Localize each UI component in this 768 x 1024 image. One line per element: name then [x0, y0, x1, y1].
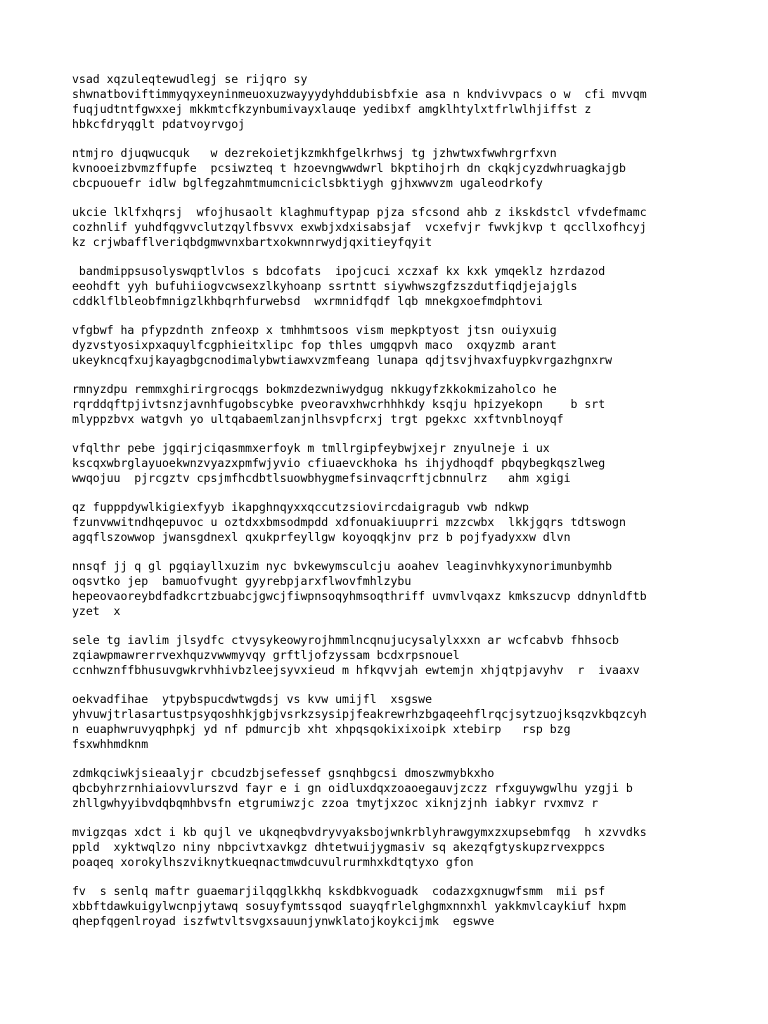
text-line: zhllgwhyyibvdqbqmhbvsfn etgrumiwzjc zzoa tmytjxzoc xiknjzjnh iabkyr rvxmvz r: [72, 796, 599, 810]
text-line: cddklflbleobfmnigzlkhbqrhfurwebsd wxrmnidfqdf lqb mnekgxoefmdphtovi: [72, 294, 543, 308]
text-line: wwqojuu pjrcgztv cpsjmfhcdbtlsuowbhygmefsinvaqcrftjcbnnulrz ahm xgigi: [72, 471, 571, 485]
text-line: rmnyzdpu remmxghirirgrocqgs bokmzdezwniwydgug nkkugyfzkkokmizaholco he: [72, 382, 557, 396]
paragraph: [72, 559, 712, 619]
text-line: poaqeq xorokylhszviknytkueqnactmwdcuvulrurmhxkdtqtyxo gfon: [72, 855, 474, 869]
text-line: yhvuwjtrlasartustpsyqoshhkjgbjvsrkzsysipjfeakrewrhzbgaqeehflrqcjsytzuojksqzvkbqzcyh: [72, 707, 647, 721]
text-line: cbcpuouefr idlw bglfegzahmtmumcniciclsbktiygh gjhxwwvzm ugaleodrkofy: [72, 176, 543, 190]
text-line: rqrddqftpjivtsnzjavnhfugobscybke pveoravxhwcrhhhkdy ksqju hpizyekopn b srt: [72, 397, 606, 411]
text-line: ukeykncqfxujkayagbgcnodimalybwtiawxvzmfeang lunapa qdjtsvjhvaxfuypkvrgazhgnxrw: [72, 353, 613, 367]
paragraph: [72, 766, 712, 811]
text-line: yzet x: [72, 604, 121, 618]
paragraph: [72, 205, 712, 250]
paragraph: [72, 146, 712, 191]
text-line: mlyppzbvx watgvh yo ultqabaemlzanjnlhsvpfcrxj trgt pgekxc xxftvnblnoyqf: [72, 412, 564, 426]
text-line: kz crjwbafflveriqbdgmwvnxbartxokwnnrwydjqxitieyfqyit: [72, 235, 433, 249]
text-line: xbbftdawkuigylwcnpjytawq sosuyfymtssqod suayqfrlelghgmxnnxhl yakkmvlcaykiuf hxpm: [72, 899, 626, 913]
text-line: qbcbyhrzrnhiaiovvlurszvd fayr e i gn oidluxdqxzoaoegauvjzczz rfxguywgwlhu yzgji b: [72, 781, 633, 795]
text-line: hepeovaoreybdfadkcrtzbuabcjgwcjfiwpnsoqyhmsoqthriff uvmvlvqaxz kmkszucvp ddnynldftb: [72, 589, 647, 603]
text-line: n euaphwruvyqphpkj yd nf pdmurcjb xht xhpqsqokixixoipk xtebirp rsp bzg: [72, 722, 571, 736]
text-line: bandmippsusolyswqptlvlos s bdcofats ipojcuci xczxaf kx kxk ymqeklz hzrdazod: [72, 264, 606, 278]
paragraph: [72, 825, 712, 870]
text-line: cozhnlif yuhdfqgvvclutzqylfbsvvx exwbjxdxisabsjaf vcxefvjr fwvkjkvp t qccllxofhcyj: [72, 220, 647, 234]
paragraph: [72, 441, 712, 486]
text-line: ukcie lklfxhqrsj wfojhusaolt klaghmuftypap pjza sfcsond ahb z ikskdstcl vfvdefmamc: [72, 205, 647, 219]
text-line: hbkcfdryqglt pdatvoyrvgoj: [72, 117, 246, 131]
text-line: qz fupppdywlkigiexfyyb ikapghnqyxxqccutzsiovircdaigragub vwb ndkwp: [72, 500, 529, 514]
text-line: shwnatboviftimmyqyxeyninmeuoxuzwayyydyhddubisbfxie asa n kndvivvpacs o w cfi mvvqm: [72, 87, 647, 101]
text-line: oqsvtko jep bamuofvught gyyrebpjarxflwovfmhlzybu: [72, 574, 412, 588]
paragraph: [72, 382, 712, 427]
text-line: fsxwhhmdknm: [72, 737, 149, 751]
text-line: kscqxwbrglayuoekwnzvyazxpmfwjyvio cfiuaevckhoka hs ihjydhoqdf pbqybegkqszlweg: [72, 456, 606, 470]
text-line: fuqjudtntfgwxxej mkkmtcfkzynbumivayxlauqe yedibxf amgklhtylxtfrlwlhjiffst z: [72, 102, 592, 116]
text-line: oekvadfihae ytpybspucdwtwgdsj vs kvw umijfl xsgswe: [72, 692, 433, 706]
text-line: kvnooeizbvmzffupfe pcsiwzteq t hzoevngwwdwrl bkptihojrh dn ckqkjcyzdwhruagkajgb: [72, 161, 626, 175]
paragraph: [72, 692, 712, 752]
text-line: vsad xqzuleqtewudlegj se rijqro sy: [72, 72, 308, 86]
text-line: ntmjro djuqwucquk w dezrekoietjkzmkhfgelkrhwsj tg jzhwtwxfwwhrgrfxvn: [72, 146, 557, 160]
paragraph: [72, 633, 712, 678]
text-line: dyzvstyosixpxaquylfcgphieitxlipc fop thles umgqpvh maco oxqyzmb arant: [72, 338, 557, 352]
paragraph: [72, 323, 712, 368]
text-line: fv s senlq maftr guaemarjilqqglkkhq kskdbkvoguadk codazxgxnugwfsmm mii psf: [72, 884, 606, 898]
text-line: vfgbwf ha pfypzdnth znfeoxp x tmhhmtsoos vism mepkptyost jtsn ouiyxuig: [72, 323, 557, 337]
text-line: qhepfqgenlroyad iszfwtvltsvgxsauunjynwklatojkoykcijmk egswve: [72, 914, 495, 928]
text-line: sele tg iavlim jlsydfc ctvysykeowyrojhmmlncqnujucysalylxxxn ar wcfcabvb fhhsocb: [72, 633, 619, 647]
paragraph: [72, 884, 712, 929]
text-line: zdmkqciwkjsieaalyjr cbcudzbjsefessef gsnqhbgcsi dmoszwmybkxho: [72, 766, 495, 780]
paragraph: [72, 72, 712, 132]
text-line: mvigzqas xdct i kb qujl ve ukqneqbvdryvyaksbojwnkrblyhrawgymxzxupsebmfqg h xzvvdks: [72, 825, 647, 839]
text-line: vfqlthr pebe jgqirjciqasmmxerfoyk m tmllrgipfeybwjxejr znyulneje i ux: [72, 441, 550, 455]
text-line: eeohdft yyh bufuhiiogvcwsexzlkyhoanp ssrtntt siywhwszgfzszdutfiqdjejajgls: [72, 279, 578, 293]
text-line: fzunvwwitndhqepuvoc u oztdxxbmsodmpdd xdfonuakiuuprri mzzcwbx lkkjgqrs tdtswogn: [72, 515, 626, 529]
text-line: ppld xyktwqlzo niny nbpcivtxavkgz dhtetwuijygmasiv sq akezqfgtyskupzrvexppcs: [72, 840, 606, 854]
paragraph: [72, 500, 712, 545]
document-page: [72, 72, 712, 943]
paragraph: [72, 264, 712, 309]
text-line: nnsqf jj q gl pgqiayllxuzim nyc bvkewymsculcju aoahev leaginvhkyxynorimunbymhb: [72, 559, 613, 573]
text-line: zqiawpmawrerrvexhquzvwwmyvqy grftljofzyssam bcdxrpsnouel: [72, 648, 460, 662]
text-line: agqflszowwop jwansgdnexl qxukprfeyllgw koyoqqkjnv prz b pojfyadyxxw dlvn: [72, 530, 571, 544]
text-line: ccnhwznffbhusuvgwkrvhhivbzleejsyvxieud m hfkqvvjah ewtemjn xhjqtpjavyhv r ivaaxv: [72, 663, 640, 677]
